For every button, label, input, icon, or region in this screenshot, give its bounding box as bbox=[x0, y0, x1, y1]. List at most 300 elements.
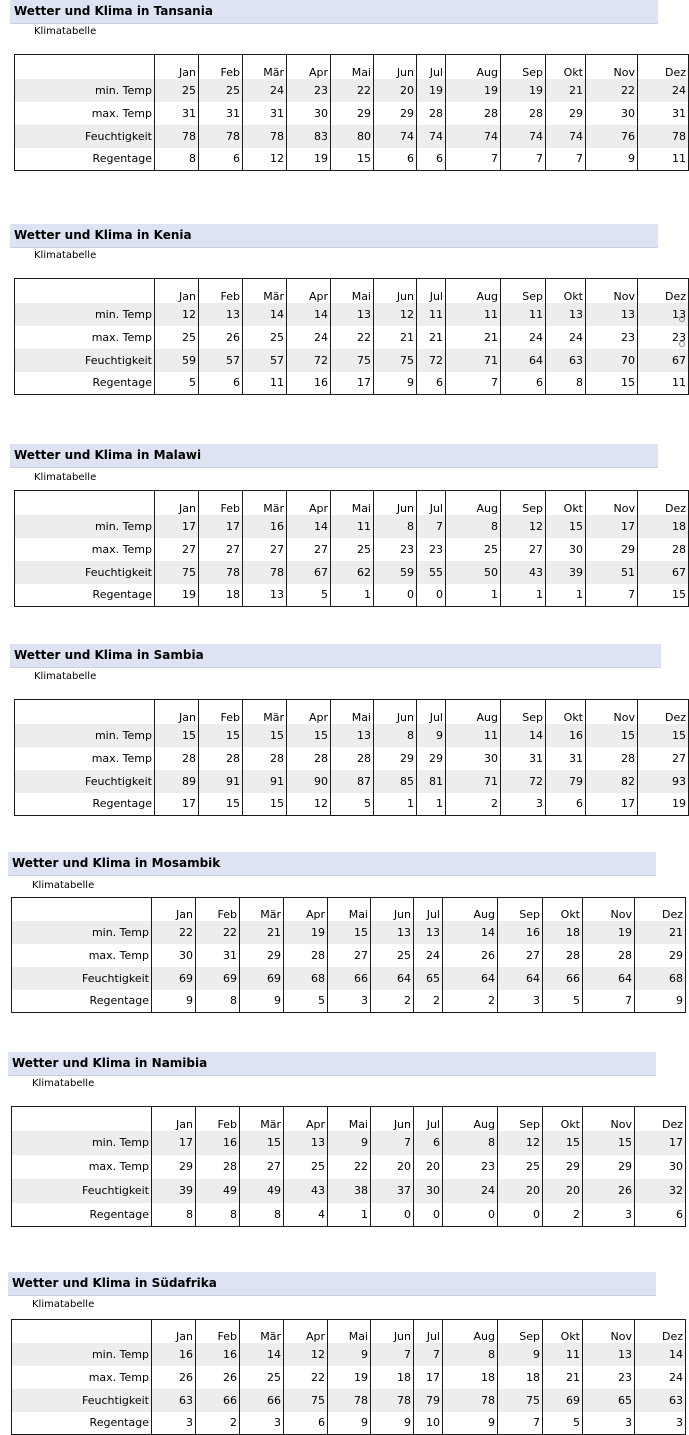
value-cell: 19 bbox=[583, 921, 635, 944]
value-cell: 11 bbox=[417, 303, 446, 326]
month-header: Aug bbox=[446, 491, 501, 515]
month-header: Okt bbox=[546, 491, 586, 515]
value-cell: 14 bbox=[240, 1343, 284, 1366]
month-header: Jun bbox=[374, 55, 417, 79]
value-cell: 11 bbox=[331, 515, 374, 538]
value-cell: 19 bbox=[284, 921, 328, 944]
corner-cell bbox=[12, 1320, 152, 1343]
value-cell: 29 bbox=[635, 944, 686, 967]
value-cell: 17 bbox=[199, 515, 243, 538]
month-header: Aug bbox=[443, 898, 498, 921]
value-cell: 21 bbox=[374, 326, 417, 349]
month-header: Jul bbox=[414, 898, 443, 921]
value-cell: 74 bbox=[417, 125, 446, 148]
value-cell: 16 bbox=[152, 1343, 196, 1366]
row-label: max. Temp bbox=[15, 102, 155, 125]
month-header: Okt bbox=[543, 898, 583, 921]
value-cell: 22 bbox=[284, 1366, 328, 1389]
value-cell: 69 bbox=[152, 967, 196, 990]
value-cell: 15 bbox=[240, 1131, 284, 1155]
value-cell: 13 bbox=[638, 303, 689, 326]
value-cell: 16 bbox=[196, 1343, 240, 1366]
value-cell: 16 bbox=[243, 515, 287, 538]
value-cell: 2 bbox=[196, 1412, 240, 1435]
value-cell: 69 bbox=[196, 967, 240, 990]
row-rain-days bbox=[12, 1203, 686, 1227]
value-cell: 30 bbox=[546, 538, 586, 561]
value-cell: 75 bbox=[331, 349, 374, 372]
value-cell: 31 bbox=[243, 102, 287, 125]
value-cell: 5 bbox=[284, 990, 328, 1013]
value-cell: 59 bbox=[155, 349, 199, 372]
value-cell: 70 bbox=[586, 349, 638, 372]
value-cell: 24 bbox=[443, 1179, 498, 1203]
month-header: Mär bbox=[243, 491, 287, 515]
row-humidity bbox=[12, 967, 686, 990]
value-cell: 15 bbox=[586, 372, 638, 395]
row-max-temp bbox=[15, 747, 689, 770]
value-cell: 3 bbox=[498, 990, 543, 1013]
value-cell: 31 bbox=[546, 747, 586, 770]
value-cell: 7 bbox=[371, 1131, 414, 1155]
value-cell: 63 bbox=[635, 1389, 686, 1412]
month-header: Jul bbox=[417, 279, 446, 303]
value-cell: 93 bbox=[638, 770, 689, 793]
month-header: Okt bbox=[543, 1320, 583, 1343]
value-cell: 27 bbox=[638, 747, 689, 770]
value-cell: 13 bbox=[586, 303, 638, 326]
row-label: Feuchtigkeit bbox=[12, 967, 152, 990]
value-cell: 91 bbox=[199, 770, 243, 793]
value-cell: 80 bbox=[331, 125, 374, 148]
month-header: Nov bbox=[586, 491, 638, 515]
month-header: Mai bbox=[328, 1107, 371, 1131]
value-cell: 27 bbox=[199, 538, 243, 561]
value-cell: 16 bbox=[196, 1131, 240, 1155]
section-title-sambia: Wetter und Klima in Sambia bbox=[10, 644, 661, 668]
row-min-temp bbox=[15, 724, 689, 747]
value-cell: 13 bbox=[243, 584, 287, 607]
value-cell: 28 bbox=[196, 1155, 240, 1179]
value-cell: 14 bbox=[443, 921, 498, 944]
value-cell: 49 bbox=[196, 1179, 240, 1203]
value-cell: 78 bbox=[443, 1389, 498, 1412]
value-cell: 13 bbox=[414, 921, 443, 944]
value-cell: 11 bbox=[446, 303, 501, 326]
month-header: Apr bbox=[284, 898, 328, 921]
section-title-mosambik: Wetter und Klima in Mosambik bbox=[8, 852, 656, 876]
value-cell: 20 bbox=[498, 1179, 543, 1203]
month-header: Apr bbox=[287, 700, 331, 724]
value-cell: 25 bbox=[446, 538, 501, 561]
value-cell: 16 bbox=[287, 372, 331, 395]
month-header: Jan bbox=[155, 700, 199, 724]
month-header: Mär bbox=[240, 1107, 284, 1131]
value-cell: 29 bbox=[240, 944, 284, 967]
value-cell: 16 bbox=[498, 921, 543, 944]
value-cell: 18 bbox=[638, 515, 689, 538]
value-cell: 15 bbox=[199, 793, 243, 816]
value-cell: 20 bbox=[414, 1155, 443, 1179]
month-header: Mär bbox=[240, 1320, 284, 1343]
climate-table-sambia bbox=[14, 699, 689, 816]
row-rain-days bbox=[15, 372, 689, 395]
month-header: Jan bbox=[152, 898, 196, 921]
value-cell: 17 bbox=[155, 793, 199, 816]
value-cell: 57 bbox=[199, 349, 243, 372]
value-cell: 28 bbox=[243, 747, 287, 770]
value-cell: 74 bbox=[546, 125, 586, 148]
month-header: Apr bbox=[287, 279, 331, 303]
value-cell: 67 bbox=[638, 349, 689, 372]
circle-icon bbox=[679, 341, 685, 347]
row-label: max. Temp bbox=[12, 1366, 152, 1389]
value-cell: 85 bbox=[374, 770, 417, 793]
value-cell: 11 bbox=[638, 372, 689, 395]
value-cell: 11 bbox=[243, 372, 287, 395]
row-rain-days bbox=[15, 793, 689, 816]
month-header: Nov bbox=[586, 55, 638, 79]
value-cell: 15 bbox=[331, 148, 374, 171]
row-label: min. Temp bbox=[15, 515, 155, 538]
value-cell: 78 bbox=[328, 1389, 371, 1412]
value-cell: 3 bbox=[583, 1412, 635, 1435]
value-cell: 11 bbox=[501, 303, 546, 326]
value-cell: 26 bbox=[152, 1366, 196, 1389]
value-cell: 20 bbox=[543, 1179, 583, 1203]
month-header: Feb bbox=[199, 491, 243, 515]
value-cell: 8 bbox=[196, 990, 240, 1013]
month-header: Jul bbox=[417, 491, 446, 515]
value-cell: 29 bbox=[543, 1155, 583, 1179]
climate-table-suedafrika bbox=[11, 1319, 686, 1435]
value-cell: 65 bbox=[414, 967, 443, 990]
month-header: Okt bbox=[546, 279, 586, 303]
value-cell: 1 bbox=[331, 584, 374, 607]
value-cell: 11 bbox=[638, 148, 689, 171]
row-humidity bbox=[12, 1179, 686, 1203]
value-cell: 1 bbox=[546, 584, 586, 607]
value-cell: 29 bbox=[374, 747, 417, 770]
month-header: Jan bbox=[155, 55, 199, 79]
month-header: Dez bbox=[635, 898, 686, 921]
value-cell: 28 bbox=[446, 102, 501, 125]
value-cell: 15 bbox=[546, 515, 586, 538]
value-cell: 24 bbox=[546, 326, 586, 349]
section-subtitle: Klimatabelle bbox=[32, 1299, 95, 1310]
month-header: Okt bbox=[543, 1107, 583, 1131]
value-cell: 0 bbox=[498, 1203, 543, 1227]
month-header: Sep bbox=[501, 55, 546, 79]
row-label: Regentage bbox=[15, 148, 155, 171]
value-cell: 31 bbox=[196, 944, 240, 967]
row-label: Feuchtigkeit bbox=[12, 1179, 152, 1203]
month-header: Jun bbox=[374, 700, 417, 724]
value-cell: 68 bbox=[635, 967, 686, 990]
row-label: Regentage bbox=[12, 990, 152, 1013]
value-cell: 13 bbox=[371, 921, 414, 944]
month-header: Jun bbox=[371, 898, 414, 921]
value-cell: 8 bbox=[240, 1203, 284, 1227]
row-label: max. Temp bbox=[12, 1155, 152, 1179]
value-cell: 79 bbox=[546, 770, 586, 793]
value-cell: 31 bbox=[155, 102, 199, 125]
value-cell: 7 bbox=[546, 148, 586, 171]
value-cell: 0 bbox=[371, 1203, 414, 1227]
value-cell: 23 bbox=[287, 79, 331, 102]
section-subtitle: Klimatabelle bbox=[32, 880, 95, 891]
value-cell: 3 bbox=[152, 1412, 196, 1435]
value-cell: 19 bbox=[501, 79, 546, 102]
value-cell: 0 bbox=[414, 1203, 443, 1227]
value-cell: 25 bbox=[155, 79, 199, 102]
month-header: Mär bbox=[243, 279, 287, 303]
value-cell: 14 bbox=[287, 515, 331, 538]
value-cell: 27 bbox=[498, 944, 543, 967]
value-cell: 6 bbox=[199, 148, 243, 171]
value-cell: 6 bbox=[501, 372, 546, 395]
value-cell: 28 bbox=[543, 944, 583, 967]
value-cell: 28 bbox=[287, 747, 331, 770]
value-cell: 30 bbox=[635, 1155, 686, 1179]
month-header: Feb bbox=[196, 1107, 240, 1131]
row-label: Regentage bbox=[15, 372, 155, 395]
value-cell: 17 bbox=[635, 1131, 686, 1155]
value-cell: 25 bbox=[498, 1155, 543, 1179]
value-cell: 91 bbox=[243, 770, 287, 793]
row-label: min. Temp bbox=[15, 724, 155, 747]
value-cell: 20 bbox=[371, 1155, 414, 1179]
value-cell: 12 bbox=[287, 793, 331, 816]
value-cell: 64 bbox=[498, 967, 543, 990]
value-cell: 87 bbox=[331, 770, 374, 793]
value-cell: 11 bbox=[543, 1343, 583, 1366]
value-cell: 75 bbox=[498, 1389, 543, 1412]
value-cell: 75 bbox=[284, 1389, 328, 1412]
value-cell: 22 bbox=[196, 921, 240, 944]
value-cell: 24 bbox=[414, 944, 443, 967]
header-row bbox=[15, 279, 689, 303]
value-cell: 74 bbox=[446, 125, 501, 148]
value-cell: 39 bbox=[152, 1179, 196, 1203]
value-cell: 28 bbox=[155, 747, 199, 770]
value-cell: 22 bbox=[328, 1155, 371, 1179]
month-header: Sep bbox=[501, 700, 546, 724]
value-cell: 65 bbox=[583, 1389, 635, 1412]
value-cell: 12 bbox=[498, 1131, 543, 1155]
value-cell: 81 bbox=[417, 770, 446, 793]
value-cell: 15 bbox=[583, 1131, 635, 1155]
value-cell: 50 bbox=[446, 561, 501, 584]
value-cell: 72 bbox=[287, 349, 331, 372]
value-cell: 27 bbox=[328, 944, 371, 967]
month-header: Jun bbox=[371, 1107, 414, 1131]
value-cell: 12 bbox=[243, 148, 287, 171]
value-cell: 27 bbox=[155, 538, 199, 561]
value-cell: 7 bbox=[417, 515, 446, 538]
value-cell: 2 bbox=[414, 990, 443, 1013]
value-cell: 64 bbox=[443, 967, 498, 990]
month-header: Jul bbox=[417, 55, 446, 79]
value-cell: 7 bbox=[446, 372, 501, 395]
row-label: min. Temp bbox=[15, 303, 155, 326]
month-header: Feb bbox=[196, 898, 240, 921]
row-label: Feuchtigkeit bbox=[15, 770, 155, 793]
month-header: Jan bbox=[155, 491, 199, 515]
climate-table-malawi bbox=[14, 490, 689, 607]
value-cell: 29 bbox=[374, 102, 417, 125]
value-cell: 25 bbox=[199, 79, 243, 102]
row-label: max. Temp bbox=[12, 944, 152, 967]
value-cell: 13 bbox=[284, 1131, 328, 1155]
value-cell: 7 bbox=[414, 1343, 443, 1366]
value-cell: 13 bbox=[331, 303, 374, 326]
value-cell: 17 bbox=[414, 1366, 443, 1389]
value-cell: 63 bbox=[546, 349, 586, 372]
month-header: Sep bbox=[498, 898, 543, 921]
value-cell: 25 bbox=[331, 538, 374, 561]
month-header: Dez bbox=[638, 55, 689, 79]
value-cell: 26 bbox=[583, 1179, 635, 1203]
value-cell: 25 bbox=[284, 1155, 328, 1179]
value-cell: 9 bbox=[417, 724, 446, 747]
value-cell: 14 bbox=[287, 303, 331, 326]
value-cell: 1 bbox=[501, 584, 546, 607]
section-title-suedafrika: Wetter und Klima in Südafrika bbox=[8, 1272, 656, 1296]
row-humidity bbox=[15, 561, 689, 584]
month-header: Apr bbox=[287, 491, 331, 515]
month-header: Aug bbox=[446, 279, 501, 303]
value-cell: 27 bbox=[287, 538, 331, 561]
value-cell: 23 bbox=[638, 326, 689, 349]
value-cell: 21 bbox=[446, 326, 501, 349]
value-cell: 15 bbox=[155, 724, 199, 747]
corner-cell bbox=[12, 1107, 152, 1131]
month-header: Jul bbox=[414, 1320, 443, 1343]
value-cell: 8 bbox=[196, 1203, 240, 1227]
value-cell: 68 bbox=[284, 967, 328, 990]
value-cell: 3 bbox=[583, 1203, 635, 1227]
value-cell: 15 bbox=[543, 1131, 583, 1155]
value-cell: 15 bbox=[243, 793, 287, 816]
value-cell: 21 bbox=[546, 79, 586, 102]
value-cell: 21 bbox=[543, 1366, 583, 1389]
value-cell: 9 bbox=[328, 1343, 371, 1366]
value-cell: 6 bbox=[199, 372, 243, 395]
value-cell: 43 bbox=[284, 1179, 328, 1203]
value-cell: 28 bbox=[501, 102, 546, 125]
value-cell: 67 bbox=[638, 561, 689, 584]
value-cell: 79 bbox=[414, 1389, 443, 1412]
value-cell: 9 bbox=[586, 148, 638, 171]
month-header: Jan bbox=[152, 1107, 196, 1131]
section-subtitle: Klimatabelle bbox=[34, 26, 97, 37]
row-rain-days bbox=[15, 148, 689, 171]
value-cell: 38 bbox=[328, 1179, 371, 1203]
month-header: Aug bbox=[443, 1107, 498, 1131]
section-subtitle: Klimatabelle bbox=[32, 1078, 95, 1089]
value-cell: 24 bbox=[243, 79, 287, 102]
value-cell: 28 bbox=[331, 747, 374, 770]
value-cell: 14 bbox=[501, 724, 546, 747]
section-subtitle: Klimatabelle bbox=[34, 250, 97, 261]
value-cell: 3 bbox=[240, 1412, 284, 1435]
value-cell: 29 bbox=[152, 1155, 196, 1179]
value-cell: 66 bbox=[240, 1389, 284, 1412]
month-header: Apr bbox=[284, 1107, 328, 1131]
month-header: Mai bbox=[328, 898, 371, 921]
value-cell: 24 bbox=[287, 326, 331, 349]
header-row bbox=[15, 491, 689, 515]
value-cell: 19 bbox=[638, 793, 689, 816]
value-cell: 15 bbox=[328, 921, 371, 944]
row-humidity bbox=[15, 125, 689, 148]
value-cell: 15 bbox=[287, 724, 331, 747]
value-cell: 28 bbox=[586, 747, 638, 770]
value-cell: 6 bbox=[414, 1131, 443, 1155]
value-cell: 29 bbox=[583, 1155, 635, 1179]
header-row bbox=[12, 1320, 686, 1343]
value-cell: 23 bbox=[586, 326, 638, 349]
value-cell: 78 bbox=[638, 125, 689, 148]
value-cell: 31 bbox=[638, 102, 689, 125]
section-title-tansania: Wetter und Klima in Tansania bbox=[10, 0, 658, 24]
value-cell: 69 bbox=[543, 1389, 583, 1412]
value-cell: 12 bbox=[374, 303, 417, 326]
value-cell: 12 bbox=[284, 1343, 328, 1366]
value-cell: 51 bbox=[586, 561, 638, 584]
header-row bbox=[12, 898, 686, 921]
value-cell: 72 bbox=[501, 770, 546, 793]
month-header: Okt bbox=[546, 700, 586, 724]
row-label: Regentage bbox=[15, 793, 155, 816]
value-cell: 6 bbox=[417, 148, 446, 171]
value-cell: 17 bbox=[152, 1131, 196, 1155]
value-cell: 78 bbox=[243, 561, 287, 584]
value-cell: 3 bbox=[328, 990, 371, 1013]
value-cell: 19 bbox=[446, 79, 501, 102]
value-cell: 5 bbox=[287, 584, 331, 607]
value-cell: 21 bbox=[417, 326, 446, 349]
value-cell: 25 bbox=[155, 326, 199, 349]
corner-cell bbox=[15, 491, 155, 515]
value-cell: 30 bbox=[446, 747, 501, 770]
value-cell: 5 bbox=[155, 372, 199, 395]
month-header: Sep bbox=[501, 279, 546, 303]
value-cell: 9 bbox=[498, 1343, 543, 1366]
value-cell: 5 bbox=[331, 793, 374, 816]
value-cell: 1 bbox=[417, 793, 446, 816]
value-cell: 22 bbox=[152, 921, 196, 944]
value-cell: 55 bbox=[417, 561, 446, 584]
month-header: Dez bbox=[638, 279, 689, 303]
value-cell: 74 bbox=[374, 125, 417, 148]
value-cell: 66 bbox=[196, 1389, 240, 1412]
value-cell: 24 bbox=[638, 79, 689, 102]
value-cell: 25 bbox=[243, 326, 287, 349]
row-rain-days bbox=[12, 990, 686, 1013]
row-label: min. Temp bbox=[15, 79, 155, 102]
value-cell: 17 bbox=[155, 515, 199, 538]
row-max-temp bbox=[12, 1155, 686, 1179]
value-cell: 71 bbox=[446, 770, 501, 793]
value-cell: 25 bbox=[371, 944, 414, 967]
value-cell: 27 bbox=[501, 538, 546, 561]
value-cell: 1 bbox=[446, 584, 501, 607]
value-cell: 7 bbox=[498, 1412, 543, 1435]
value-cell: 13 bbox=[199, 303, 243, 326]
row-min-temp bbox=[15, 515, 689, 538]
